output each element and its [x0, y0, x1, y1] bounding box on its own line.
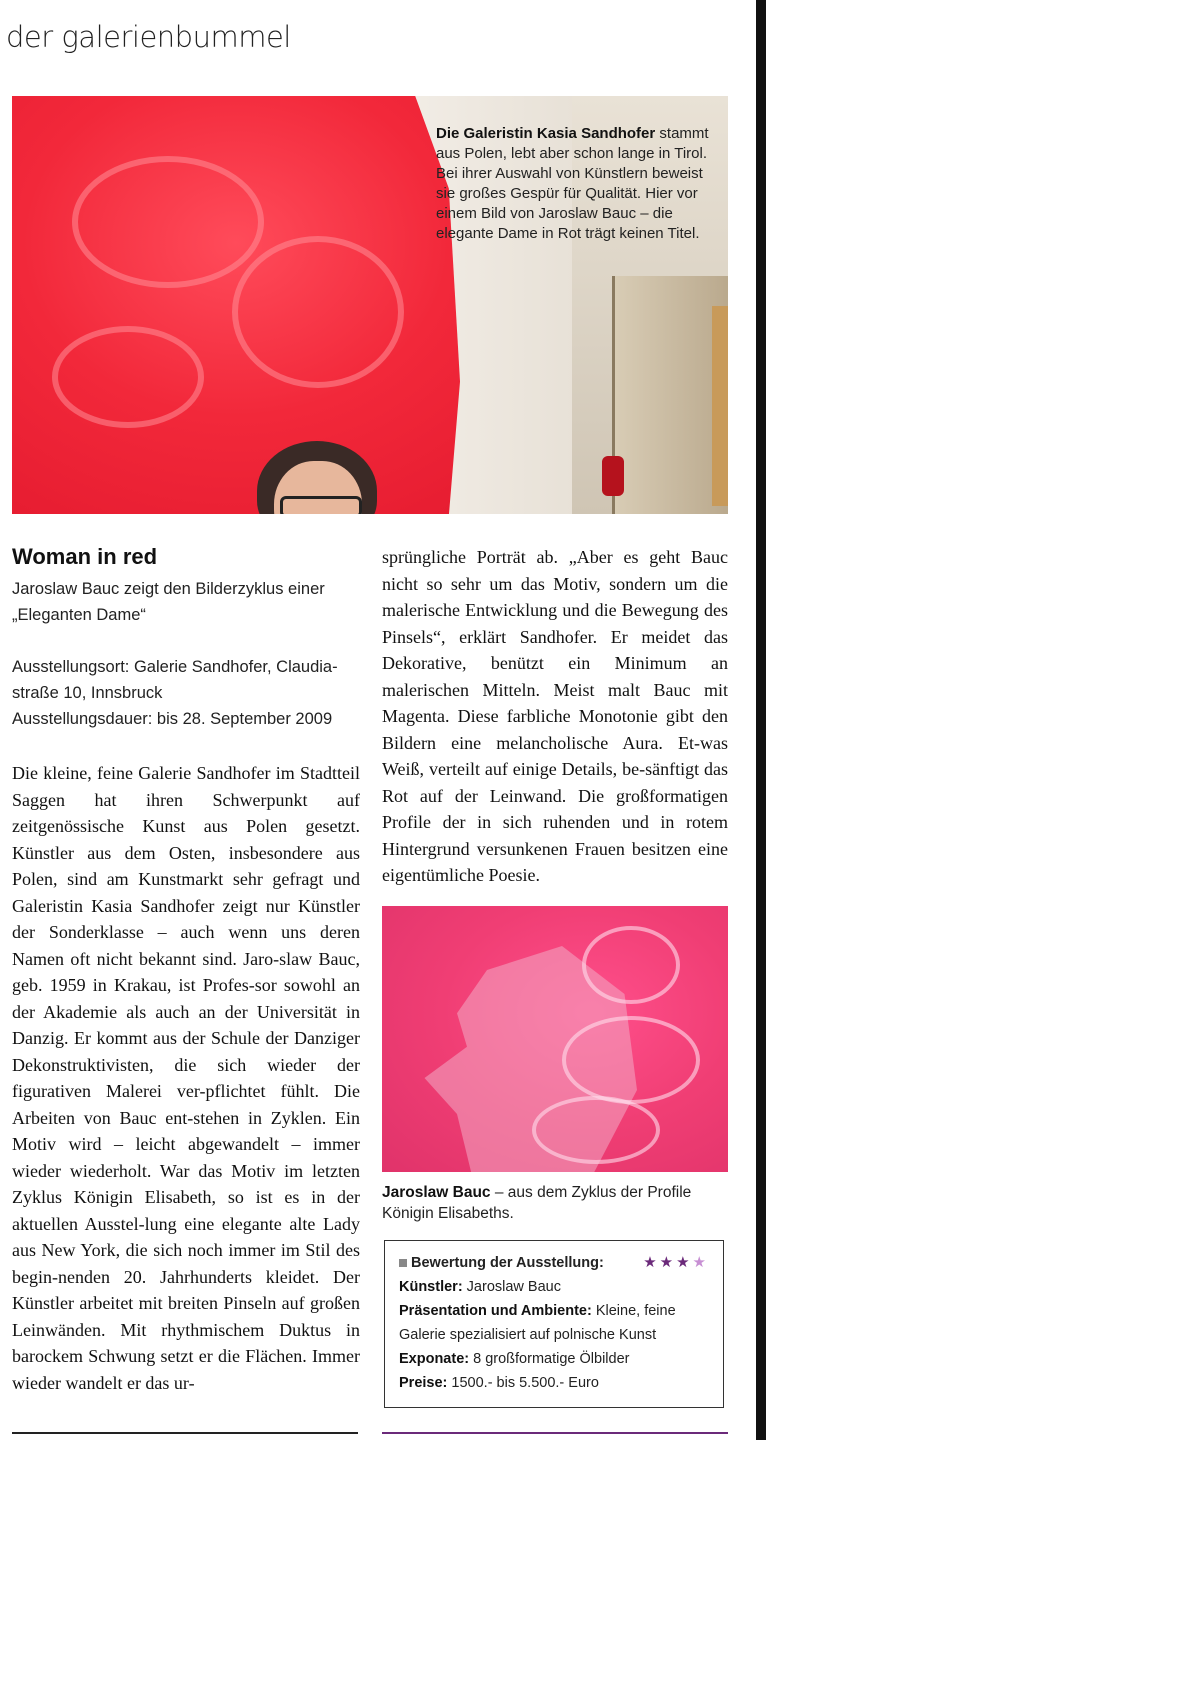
star-icon: ★ [676, 1254, 693, 1271]
photo-frame [712, 306, 728, 506]
star-icon: ★ [659, 1254, 677, 1271]
article-body-right: sprüngliche Porträt ab. „Aber es geht Bauc nicht so sehr um das Motiv, sondern um die malerische Entwicklung und die Bewegung des Pinsels“, erklärt Sandhofer. Er meidet das Dekorative, benützt ein Minimum an malerischen Mitteln. Meist malt Bauc mit Magenta. Diese farbliche Monotonie gibt den Bildern eine melancholische Aura. Et-was Weiß, verteilt auf einige Details, be-sänftigt das Rot auf der Leinwand. Die großformatigen Profile der in sich ruhenden und in rotem Hintergrund versunkenen Frauen besitzen eine eigentümliche Poesie. [382, 547, 728, 885]
rating-label [399, 1251, 604, 1275]
painting-swirl [232, 236, 404, 388]
portrait-caption-text: – aus dem Zyklus der Profile Königin Elisabeths. [382, 1184, 692, 1222]
ambience-value: Kleine, feine Galerie spezialisiert auf polnische Kunst [399, 1303, 676, 1343]
right-column [382, 544, 728, 889]
painting-swirl [72, 156, 264, 288]
exhibits-label: Exponate: [399, 1351, 470, 1367]
column-rule-right [382, 1432, 728, 1434]
page-spine [756, 0, 766, 1440]
red-sculpture [602, 456, 624, 496]
square-bullet-icon [399, 1259, 407, 1267]
exhibits-value: 8 großformatige Ölbilder [469, 1351, 630, 1367]
prices-label: Preise: [399, 1375, 448, 1391]
painting-swirl [52, 326, 204, 428]
ambience-row [399, 1299, 709, 1347]
section-header: der galerienbummel [6, 20, 291, 54]
artist-label: Künstler: [399, 1279, 463, 1295]
rating-label-text: Bewertung der Ausstellung: [411, 1255, 604, 1271]
exhibits-row [399, 1347, 709, 1371]
artist-row [399, 1275, 709, 1299]
portrait-caption [382, 1182, 728, 1224]
star-icon: ★ [692, 1254, 709, 1271]
artist-value: Jaroslaw Bauc [462, 1279, 561, 1295]
exhibition-location: Ausstellungsort: Galerie Sandhofer, Claudia-straße 10, Innsbruck [12, 658, 338, 702]
painting-curl [532, 1096, 660, 1164]
hero-caption-lead: Die Galeristin Kasia Sandhofer [436, 125, 656, 142]
hero-caption-text: stammt aus Polen, lebt aber schon lange in Tirol. Bei ihrer Auswahl von Künstlern beweist sie großes Gespür für Qualität. Hier vor einem Bild von Jaroslaw Bauc – die elegante Dame in Rot trägt keinen Titel. [436, 125, 709, 242]
hero-caption [436, 124, 718, 244]
exhibition-meta [12, 654, 360, 732]
article-body-left: Die kleine, feine Galerie Sandhofer im Stadtteil Saggen hat ihren Schwerpunkt auf zeitgenössische Kunst aus Polen gesetzt. Künstler aus dem Osten, insbesondere aus Polen, sind am Kunstmarkt sehr gefragt und Galeristin Kasia Sandhofer zeigt nur Künstler der Sonderklasse – auch wenn uns deren Namen oft nicht bekannt sind. Jaro-slaw Bauc, geb. 1959 in Krakau, ist Profes-sor sowohl an der Akademie als auch an der Universität in Danzig. Er kommt aus der Schule der Danziger Dekonstruktivisten, die sich wieder der figurativen Malerei ver-pflichtet fühlt. Die Arbeiten von Bauc ent-stehen in Zyklen. Ein Motiv wird – leicht abgewandelt – immer wieder wiederholt. War das Motiv im letzten Zyklus Königin Elisabeth, so ist es in der aktuellen Ausstel-lung eine elegante alte Lady aus New York, die sich noch immer im Stil des begin-nenden 20. Jahrhunderts kleidet. Der Künstler arbeitet mit breiten Pinseln auf großen Leinwänden. Mit rhythmischem Duktus in barockem Schwung setzt er die Flächen. Immer wieder wandelt er das ur- [12, 763, 360, 1393]
left-column [12, 544, 360, 1396]
rating-stars [643, 1251, 709, 1275]
star-icon: ★ [643, 1254, 660, 1271]
article-title: Woman in red [12, 544, 158, 569]
rating-box [384, 1240, 724, 1408]
portrait-caption-name: Jaroslaw Bauc [382, 1184, 491, 1201]
exhibition-duration: Ausstellungsdauer: bis 28. September 2009 [12, 710, 333, 728]
photo-door [612, 276, 728, 514]
gallerist-glasses [280, 496, 362, 514]
profile-painting [382, 906, 728, 1172]
prices-row [399, 1371, 709, 1395]
painting-curl [562, 1016, 700, 1104]
article-subtitle: Jaroslaw Bauc zeigt den Bilderzyklus einer „Eleganten Dame“ [12, 580, 325, 624]
prices-value: 1500.- bis 5.500.- Euro [447, 1375, 599, 1391]
column-rule-left [12, 1432, 358, 1434]
ambience-label: Präsentation und Ambiente: [399, 1303, 592, 1319]
painting-curl [582, 926, 680, 1004]
rating-row [399, 1251, 709, 1275]
